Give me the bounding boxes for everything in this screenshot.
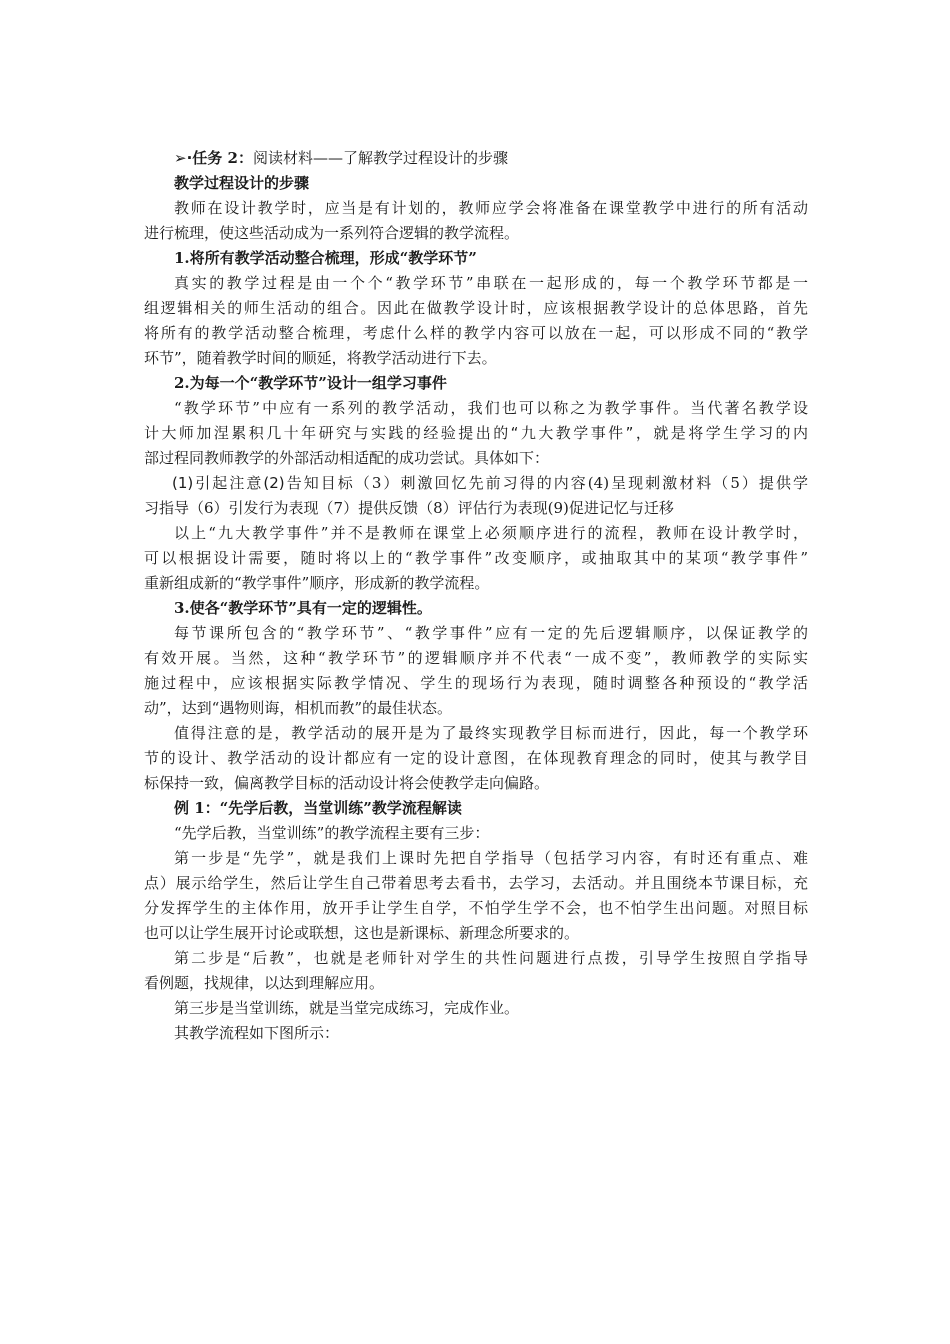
step-2-paragraph xyxy=(144,946,808,996)
paragraph-4 xyxy=(144,621,808,721)
paragraph-line: 也可以让学生展开讨论或联想，这也是新课标、新理念所要求的。 xyxy=(144,924,580,942)
paragraph-line: 计大师加涅累积几十年研究与实践的经验提出的“九大教学事件”，就是将学生学习的内 xyxy=(144,424,808,442)
task-prefix: 任务 2： xyxy=(192,149,253,167)
paragraph-line xyxy=(144,446,808,471)
intro-line: 教师在设计教学时，应当是有计划的，教师应学会将准备在课堂教学中进行的所有活动 xyxy=(174,199,808,217)
paragraph-3 xyxy=(144,521,808,596)
paragraph-line: 有效开展。当然，这种“教学环节”的逻辑顺序并不代表“一成不变”，教师教学的实际实 xyxy=(144,649,808,667)
task-heading xyxy=(144,146,808,171)
paragraph-line: 节的设计、教学活动的设计都应有一定的设计意图，在体现教育理念的同时，使其与教学目 xyxy=(144,749,808,767)
paragraph-line: 值得注意的是，教学活动的展开是为了最终实现教学目标而进行，因此，每一个教学环 xyxy=(174,724,808,742)
heading-step-1: 1.将所有教学活动整合梳理，形成“教学环节” xyxy=(174,249,477,267)
task-bullet: ➢· xyxy=(174,149,193,167)
paragraph-line: 第二步是“后教”，也就是老师针对学生的共性问题进行点拨，引导学生按照自学指导 xyxy=(174,949,808,967)
paragraph-line: 组逻辑相关的师生活动的组合。因此在做教学设计时，应该根据教学设计的总体思路，首先 xyxy=(144,299,808,317)
step-3-paragraph: 第三步是当堂训练，就是当堂完成练习，完成作业。 xyxy=(174,999,520,1017)
intro-line: 进行梳理，使这些活动成为一系列符合逻辑的教学流程。 xyxy=(144,224,520,242)
document-page xyxy=(144,146,808,1046)
paragraph-line: 动”，达到“遇物则诲，相机而教”的最佳状态。 xyxy=(144,699,453,717)
paragraph-line: 点）展示给学生，然后让学生自己带着思考去看书，去学习，去活动。并且围绕本节课目标，充 xyxy=(144,874,808,892)
paragraph-line: 看例题，找规律，以达到理解应用。 xyxy=(144,974,385,992)
paragraph-text-sans: 当代著名教学设 xyxy=(690,399,808,417)
paragraph-1 xyxy=(144,271,808,371)
paragraph-line: 标保持一致，偏离教学目标的活动设计将会使教学走向偏路。 xyxy=(144,774,550,792)
events-line xyxy=(144,471,808,496)
events-line: 习指导（6）引发行为表现（7）提供反馈（8）评估行为表现(9)促进记忆与迁移 xyxy=(144,499,674,517)
heading-step-3: 3.使各“教学环节”具有一定的逻辑性。 xyxy=(174,599,432,617)
paragraph-line: 将所有的教学活动整合梳理，考虑什么样的教学内容可以放在一起，可以形成不同的“教学 xyxy=(144,324,808,342)
nine-events-list xyxy=(144,471,808,521)
paragraph-7: 其教学流程如下图所示： xyxy=(174,1024,340,1042)
paragraph-text: 具体如下： xyxy=(474,449,550,467)
paragraph-line: 真实的教学过程是由一个个“教学环节”串联在一起形成的，每一个教学环节都是一 xyxy=(174,274,808,292)
paragraph-text-sans: 部过程同教师教学的外部活动相适配的成功尝试。 xyxy=(144,449,475,467)
paragraph-line: 第一步是“先学”，就是我们上课时先把自学指导（包括学习内容，有时还有重点、难 xyxy=(174,849,808,867)
section-title: 教学过程设计的步骤 xyxy=(174,174,310,192)
events-text-sans: (1)引起注意(2) xyxy=(172,474,285,492)
paragraph-line: 每节课所包含的“教学环节”、“教学事件”应有一定的先后逻辑顺序，以保证教学的 xyxy=(174,624,808,642)
paragraph-line: 重新组成新的“教学事件”顺序，形成新的教学流程。 xyxy=(144,574,490,592)
paragraph-5 xyxy=(144,721,808,796)
paragraph-line: 以上“九大教学事件”并不是教师在课堂上必须顺序进行的流程，教师在设计教学时， xyxy=(174,524,808,542)
paragraph-6: “先学后教，当堂训练”的教学流程主要有三步： xyxy=(174,824,490,842)
paragraph-line: 分发挥学生的主体作用，放开手让学生自学，不怕学生学不会，也不怕学生出问题。对照目标 xyxy=(144,899,808,917)
paragraph-line: 可以根据设计需要，随时将以上的“教学事件”改变顺序，或抽取其中的某项“教学事件” xyxy=(144,549,808,567)
task-title: 阅读材料——了解教学过程设计的步骤 xyxy=(252,149,508,167)
heading-step-2: 2.为每一个“教学环节”设计一组学习事件 xyxy=(174,374,447,392)
paragraph-line: 环节”，随着教学时间的顺延，将教学活动进行下去。 xyxy=(144,349,497,367)
paragraph-text: “教学环节”中应有一系列的教学活动，我们也可以称之为教学事件。 xyxy=(174,399,691,417)
paragraph-line: 施过程中，应该根据实际教学情况、学生的现场行为表现，随时调整各种预设的“教学活 xyxy=(144,674,808,692)
events-text: 告知目标（3）刺激回忆先前习得的内容(4)呈现刺激材料（5）提供学 xyxy=(284,474,808,492)
paragraph-2 xyxy=(144,396,808,471)
example-title: 例 1：“先学后教，当堂训练”教学流程解读 xyxy=(174,799,462,817)
intro-paragraph xyxy=(144,196,808,246)
step-1-paragraph xyxy=(144,846,808,946)
paragraph-line xyxy=(144,396,808,421)
